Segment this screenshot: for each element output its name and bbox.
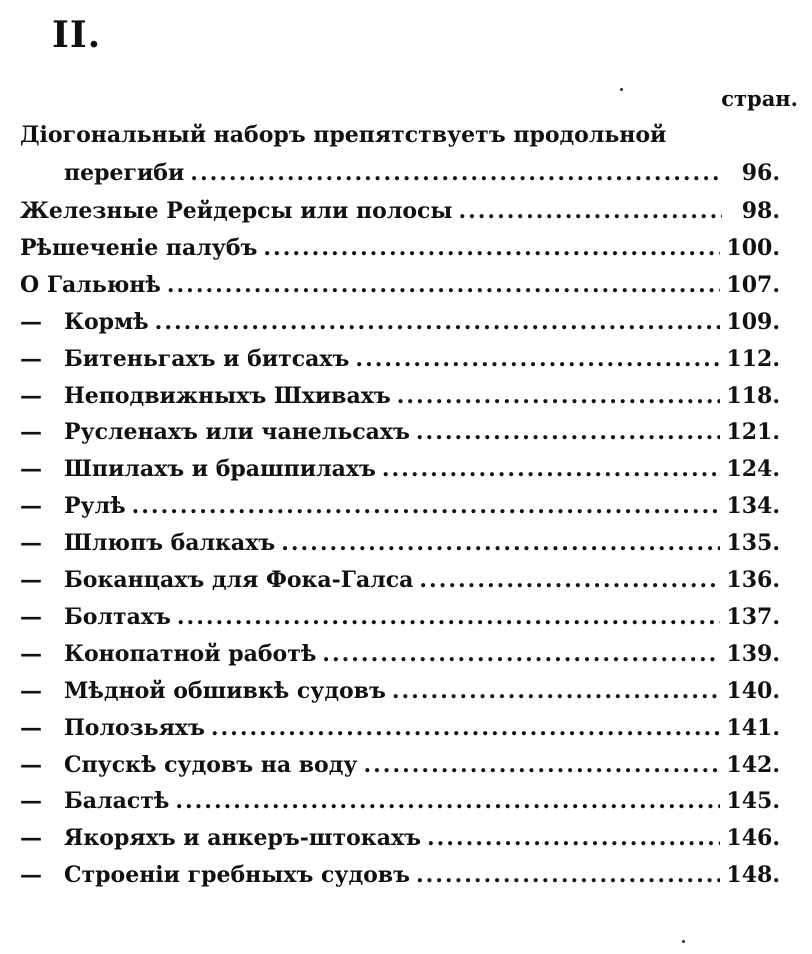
- dot-leader: [355, 346, 720, 372]
- toc-entry: [20, 272, 780, 308]
- toc-entry-dash: —: [20, 567, 42, 593]
- dot-leader: [363, 752, 720, 778]
- toc-entry-title: Баластѣ: [64, 788, 170, 815]
- toc-entry-dash: —: [20, 530, 42, 557]
- toc-entry-title-line1: Діогональный наборъ препятствуетъ продольной: [20, 122, 667, 148]
- toc-entry-title: Якоряхъ и анкеръ-штокахъ: [64, 825, 421, 852]
- toc-entry: [20, 493, 780, 529]
- dot-leader: [416, 862, 720, 888]
- toc-entry: [20, 383, 780, 419]
- dot-leader: [397, 383, 721, 409]
- toc-entry-title: Рѣшеченіе палубъ: [20, 234, 258, 261]
- toc-entry: [20, 788, 780, 824]
- toc-entry: [20, 309, 780, 345]
- toc-entry-page: 109.: [726, 308, 780, 335]
- toc-entry-dash: —: [20, 308, 42, 335]
- dot-leader: [175, 788, 720, 814]
- toc-entry: [20, 641, 780, 677]
- dot-leader: [190, 160, 722, 186]
- toc-entry-dash: —: [20, 677, 42, 704]
- toc-entry-page: 145.: [726, 788, 780, 815]
- toc-entry: [20, 567, 780, 603]
- toc-entry-dash: —: [20, 493, 42, 520]
- dot-leader: [263, 235, 720, 261]
- toc-entry-title: Битеньгахъ и битсахъ: [64, 345, 350, 372]
- toc-entry: [20, 235, 780, 271]
- toc-entry-page: 140.: [726, 677, 780, 704]
- toc-entry-page: 142.: [726, 751, 780, 778]
- toc-entry-title: Строеніи гребныхъ судовъ: [64, 862, 410, 889]
- toc-entry-title: Спускѣ судовъ на воду: [64, 751, 358, 778]
- toc-entry-page: 98.: [741, 198, 780, 224]
- dot-leader: [458, 198, 722, 224]
- toc-entry-title: Кормѣ: [64, 308, 149, 335]
- toc-entry: [20, 715, 780, 751]
- dot-leader: [419, 567, 720, 593]
- toc-entry-dash: —: [20, 751, 42, 778]
- toc-entry-page: 96.: [741, 160, 780, 186]
- toc-entry-page: 139.: [726, 640, 780, 667]
- toc-entry-page: 124.: [726, 456, 780, 483]
- dot-leader: [211, 715, 721, 741]
- page-number: II.: [52, 14, 102, 56]
- toc-entry: [20, 862, 780, 898]
- toc-entry-page: 148.: [726, 862, 780, 889]
- dot-leader: [177, 604, 721, 630]
- print-speck: [620, 88, 623, 91]
- toc-entry-title: Мѣдной обшивкѣ судовъ: [64, 677, 386, 704]
- toc-entry-dash: —: [20, 862, 42, 889]
- toc-entry: [20, 530, 780, 566]
- toc-entry-dash: —: [20, 714, 42, 741]
- toc-entry-title: Боканцахъ для Фока-Галса: [64, 567, 414, 593]
- dot-leader: [155, 309, 721, 335]
- dot-leader: [392, 678, 721, 704]
- toc-entry-title: Рулѣ: [64, 493, 126, 520]
- toc-entry-dash: —: [20, 382, 42, 409]
- toc-entry: [20, 678, 780, 714]
- toc-entry-dash: —: [20, 345, 42, 372]
- toc-entry-page: 137.: [726, 603, 780, 630]
- toc-entry-page: 135.: [726, 530, 780, 557]
- toc-entry-page: 100.: [726, 234, 780, 261]
- toc-entry-page: 141.: [726, 714, 780, 741]
- toc-entry-page: 112.: [726, 345, 780, 372]
- toc-entry-title: перегиби: [64, 160, 185, 186]
- toc-entry-dash: —: [20, 419, 42, 446]
- toc-entry-page: 134.: [726, 493, 780, 520]
- toc-entry-page: 136.: [726, 567, 780, 593]
- toc-entry: [20, 752, 780, 788]
- toc-entry-dash: —: [20, 825, 42, 852]
- print-speck: [682, 940, 685, 943]
- dot-leader: [416, 419, 721, 445]
- toc-entry-title: Полозьяхъ: [64, 714, 205, 741]
- toc-entry-dash: —: [20, 456, 42, 483]
- toc-entry: [20, 198, 780, 234]
- toc-entry-title: Болтахъ: [64, 603, 171, 630]
- toc-entry-title: Русленахъ или чанельсахъ: [64, 419, 410, 446]
- toc-entry-dash: —: [20, 603, 42, 630]
- toc-entry-dash: —: [20, 788, 42, 815]
- page-column-header: стран.: [721, 86, 798, 111]
- toc-entry-title: Шлюпъ балкахъ: [64, 530, 276, 557]
- toc-entry: [20, 346, 780, 382]
- toc-entry-title: Неподвижныхъ Шхивахъ: [64, 382, 391, 409]
- dot-leader: [167, 272, 721, 298]
- toc-entry-title: Конопатной работѣ: [64, 640, 317, 667]
- dot-leader: [427, 825, 720, 851]
- toc-entry-dash: —: [20, 640, 42, 667]
- dot-leader: [322, 641, 720, 667]
- toc-entry: [20, 825, 780, 861]
- dot-leader: [132, 493, 721, 519]
- toc-entry-title: О Гальюнѣ: [20, 271, 161, 298]
- dot-leader: [382, 456, 721, 482]
- toc-entry-page: 146.: [726, 825, 780, 852]
- dot-leader: [281, 530, 720, 556]
- toc-entry-page: 107.: [726, 271, 780, 298]
- toc-entry: [20, 456, 780, 492]
- toc-entry-title: Шпилахъ и брашпилахъ: [64, 456, 376, 483]
- toc-entry-page: 118.: [726, 382, 780, 409]
- toc-entry: [20, 419, 780, 455]
- toc-entry-title: Железные Рейдерсы или полосы: [20, 198, 453, 224]
- toc-entry-page: 121.: [726, 419, 780, 446]
- toc-entry: [64, 160, 780, 196]
- toc-entry: [20, 604, 780, 640]
